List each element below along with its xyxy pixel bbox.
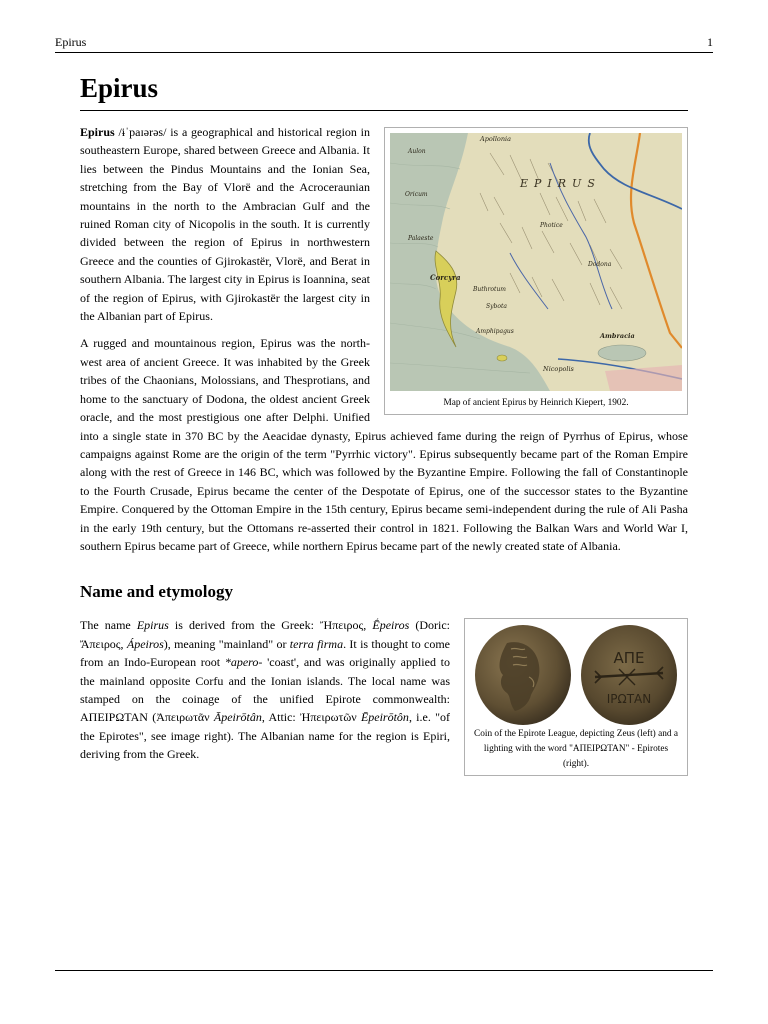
svg-text:Aulon: Aulon [408,148,426,155]
svg-text:Sybota: Sybota [486,303,507,310]
page-number: 1 [707,35,713,49]
etymology-text: , Attic: Ἠπειρωτῶν [261,710,361,725]
svg-text:Buthrotum: Buthrotum [473,286,506,293]
footer-divider [55,970,713,971]
etymology-text: is derived from the Greek: Ἤπειρος, [168,618,373,633]
etymology-text: (Doric: Ἄπειρος, [80,618,450,651]
etymology-italic-term: *apero- [224,655,263,670]
intro-term: Epirus [80,125,115,139]
svg-text:Photice: Photice [540,222,563,229]
history-paragraph: A rugged and mountainous region, Epirus was the north-west area of ancient Greece. It was inhabited by the Greek tribes of the Chaonians, Molossians, and Thesprotians, and home to the sanctuary of Dodona, the oldest ancient Greek oracle, and the most prestigious one after Delphi. Unified into a single state in 370 BC by the Aeacidae dynasty, Epirus achieved fame during the reign of Pyrrhus of Epirus, whose campaigns against Rome are the origin of the term "Pyrrhic victory". Epirus subsequently became part of the Roman Empire along with the rest of Greece in 146 BC, which was followed by the Byzantine Empire. Following the fall of Constantinople to the Fourth Crusade, Epirus became the center of the Despotate of Epirus, one of the successor states to the Byzantine Empire. Conquered by the Ottoman Empire in the 15th century, Epirus became semi-independent during the rule of Ali Pasha in the early 19th century, but the Ottomans re-asserted their control in 1821. Following the Balkan Wars and World War I, southern Epirus became part of Greece, while northern Epirus became part of the newly created state of Albania. [80,336,688,553]
intro-text: is a geographical and historical region in southeastern Europe, shared between Greece and Albania. It lies between the Pindus Mountains and the Ionian Sea, stretching from the Bay of Vlorë and the Acroceraunian mountains in the north to the Ambracian Gulf and the ruined Roman city of Nicopolis in the south. It is currently divided between the region of Epirus in northwestern Greece and the counties of Gjirokastër, Vlorë, and Berat in southern Albania. The largest city in Epirus is Ioannina, seat of the region of Epirus, with Gjirokastër the largest city in the Albanian part of Epirus. [80,125,371,324]
svg-text:Apollonia: Apollonia [480,135,511,143]
svg-text:Ambracia: Ambracia [600,332,635,340]
etymology-text: . It is thought to come from an Indo-European root [80,636,450,670]
etymology-text: The name [80,618,137,633]
pronunciation: /ɨˈpaɪərəs/ [118,125,167,139]
etymology-text: , i.e. "of the Epirotes", see image right). The Albanian name for the region is Epiri, deriving from the Greek. [80,710,450,762]
svg-text:Dodona: Dodona [588,261,612,268]
coin-reverse-thunderbolt [581,625,677,725]
svg-text:Palaeste: Palaeste [408,235,434,242]
section-heading-name-and-etymology: Name and etymology [80,582,233,602]
svg-text:Nicopolis: Nicopolis [543,365,574,373]
etymology-italic-term: Ḗpeiros [372,618,410,633]
svg-text:Corcyra: Corcyra [430,273,461,282]
coin-figure [464,618,688,776]
etymology-italic-term: Ēpeirōtôn [360,710,409,725]
svg-text:Oricum: Oricum [405,191,428,198]
etymology-text: 'coast', and was originally applied to the mainland opposite Corfu and the Ionian islands. The local name was stamped on the coinage of the unified Epirote commonwealth: ΑΠΕΙΡΩΤΑΝ (Ἀπειρωτᾶν [80,655,451,725]
map-caption: Map of ancient Epirus by Heinrich Kiepert, 1902. [443,398,629,409]
coin-legend-bottom: ΙΡΩΤΑΝ [606,692,652,707]
map-figure [384,127,688,415]
etymology-text: ), meaning "mainland" or [163,636,290,651]
running-header [55,34,713,53]
page-title: Epirus [80,73,159,103]
svg-text:EPIRUS: EPIRUS [520,177,601,190]
epirote-coin-image[interactable] [471,623,681,727]
etymology-italic-term: terra firma [289,636,344,651]
coin-obverse-zeus [475,625,571,725]
etymology-italic-term: Epirus [136,618,169,633]
article-body [80,123,688,784]
etymology-italic-term: Ápeiros [126,636,164,651]
etymology-italic-term: Āpeirōtân [213,710,262,725]
svg-text:Amphipagus: Amphipagus [476,328,514,335]
title-divider [80,110,688,111]
running-header-title: Epirus [55,35,87,49]
coin-legend-top: ΑΠΕ [613,649,645,668]
epirus-map-image[interactable] [390,133,682,391]
coin-caption: Coin of the Epirote League, depicting Zeus (left) and a lighting with the word "ΑΠΕΙΡΩΤΑΝ" - Epirotes (right). [474,729,678,770]
